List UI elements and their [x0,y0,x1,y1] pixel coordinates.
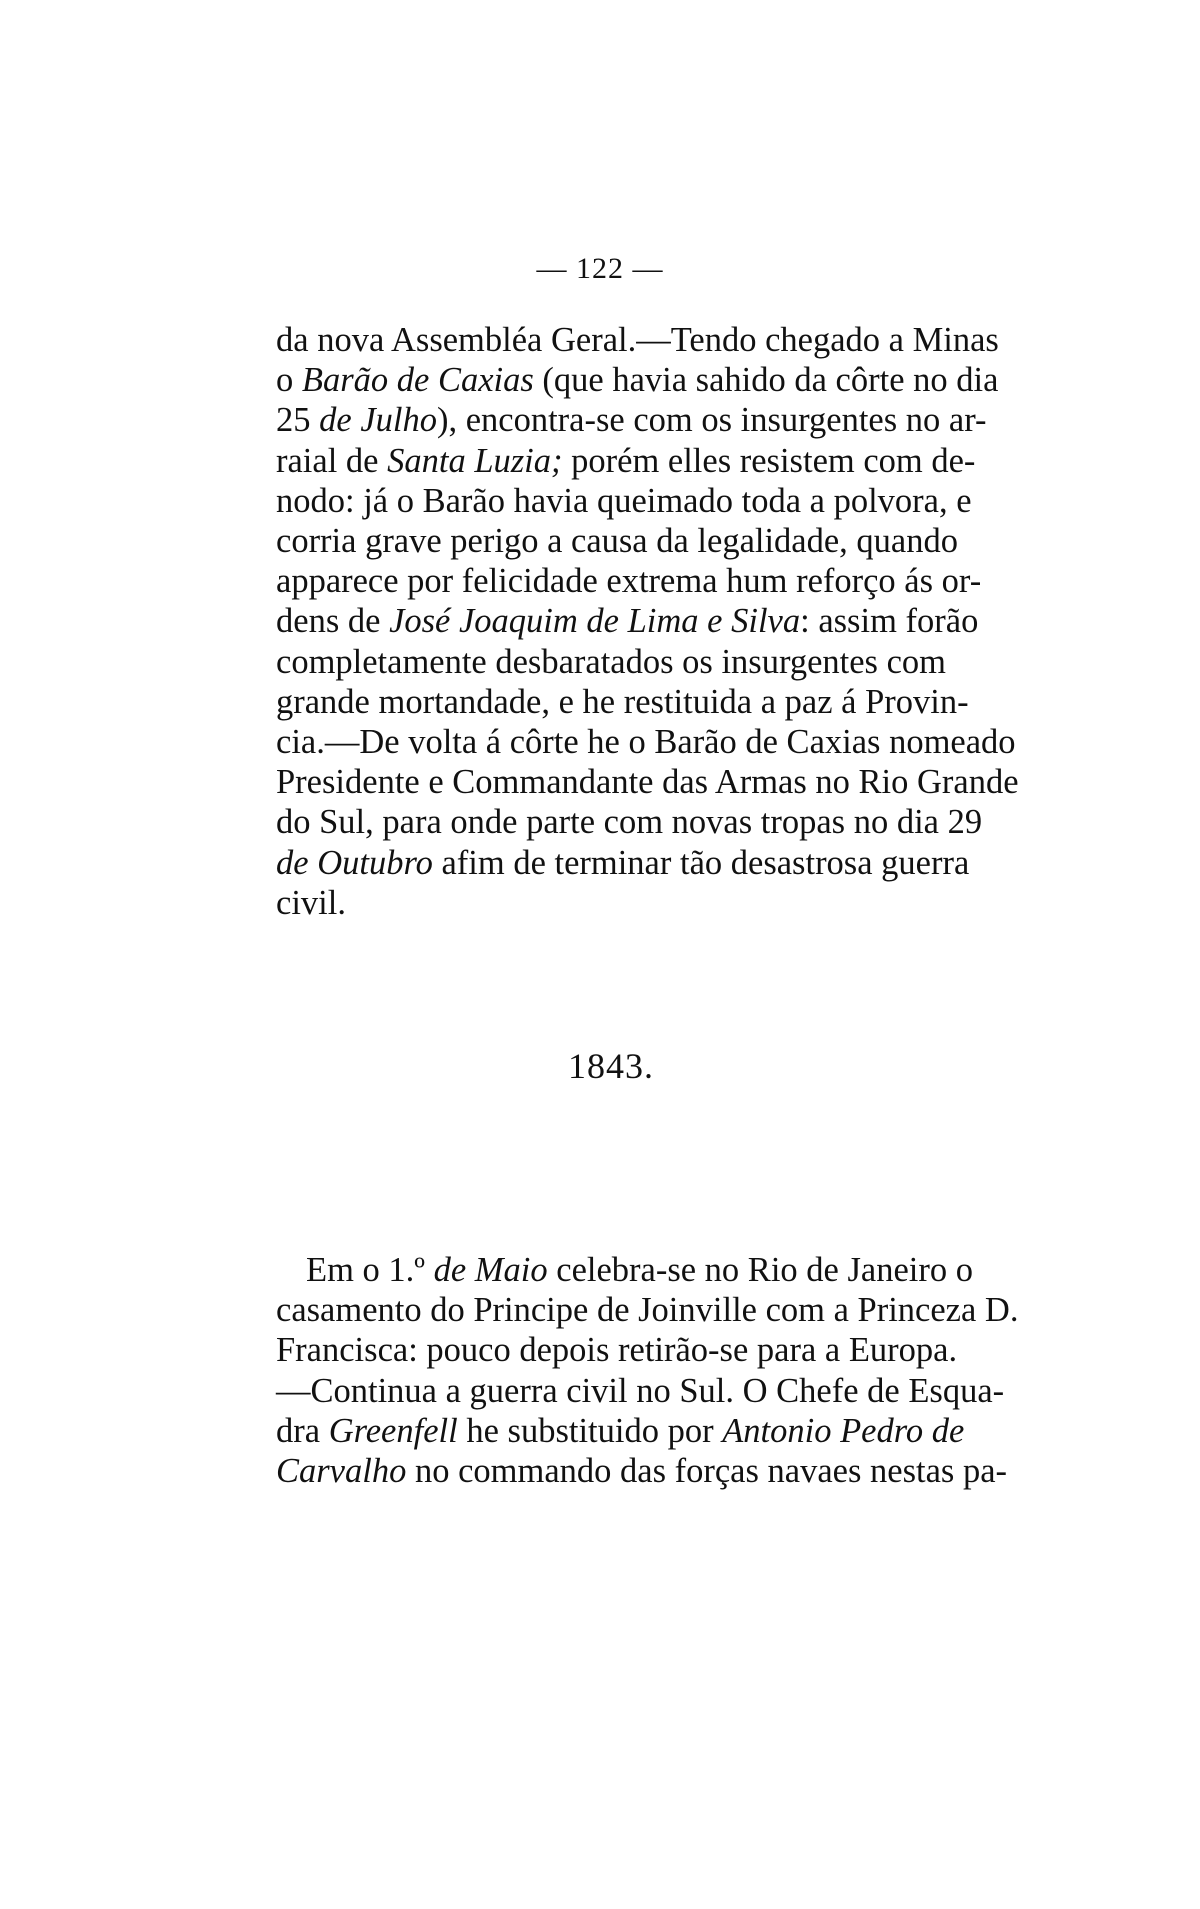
text-line [276,722,1016,762]
italic-text: José Joaquim de Lima e Silva [389,602,801,641]
text-segment: completamente desbaratados os insurgentes com [276,642,947,681]
text-segment: dra [276,1411,329,1450]
text-segment: Presidente e Commandante das Armas no Rio Grande [276,763,1019,802]
text-line [276,1250,973,1290]
paragraph [276,1250,1019,1491]
text-line [276,1371,1005,1411]
text-segment: (que havia sahido da côrte no dia [533,361,999,400]
text-segment: dens de [276,602,390,641]
text-segment: 25 [276,401,320,440]
text-segment: apparece por felicidade extrema hum reforço ás or- [276,562,982,601]
text-segment: no commando das forças navaes nestas pa- [406,1452,1008,1491]
italic-text: Antonio Pedro de [722,1411,965,1450]
text-line [276,320,999,360]
paragraph [276,320,1019,923]
text-segment: corria grave perigo a causa da legalidade, quando [276,522,958,561]
text-line [276,1330,958,1370]
text-segment: Francisca: pouco depois retirão-se para a Europa. [276,1331,958,1370]
text-line [276,441,976,481]
text-segment: : assim forão [800,602,979,641]
text-line [276,682,969,722]
text-segment: Em o 1.º [306,1251,434,1289]
text-segment: cia.—De volta á côrte he o Barão de Caxias nomeado [276,723,1016,762]
text-line [276,400,987,440]
italic-text: de Julho [319,401,437,440]
text-line [276,883,944,923]
italic-text: Barão de Caxias [301,361,534,400]
text-line [276,481,972,521]
italic-text: Greenfell [328,1411,458,1450]
text-line [276,561,982,601]
italic-text: de Outubro [276,843,433,882]
text-line [276,360,999,400]
text-line [276,521,958,561]
text-line [276,762,1019,802]
text-line [276,601,979,641]
text-segment: he substituido por [457,1411,723,1450]
text-segment: —Continua a guerra civil no Sul. O Chefe de Esqua- [276,1371,1005,1410]
text-segment: da nova Assembléa Geral.—Tendo chegado a Minas [276,321,999,359]
italic-text: Carvalho [276,1452,407,1491]
year-heading: 1843. [568,1046,654,1086]
italic-text: de Maio [433,1251,548,1289]
text-line [276,843,970,883]
text-segment: nodo: já o Barão havia queimado toda a polvora, e [276,481,972,520]
text-segment: ), encontra-se com os insurgentes no ar- [436,401,987,440]
text-segment: casamento do Principe de Joinville com a Princeza D. [276,1291,1019,1330]
text-line [276,1451,1008,1491]
text-line [276,1290,1019,1330]
italic-text: Santa Luzia; [387,441,563,480]
text-line [276,642,947,682]
text-segment: do Sul, para onde parte com novas tropas no dia 29 [276,803,983,842]
text-segment: o [276,361,302,400]
text-segment: raial de [276,441,388,480]
text-line [276,1411,965,1451]
text-line [276,802,983,842]
text-segment: afim de terminar tão desastrosa guerra [432,843,970,882]
text-segment: porém elles resistem com de- [562,441,976,480]
text-segment: civil. [276,883,346,922]
text-segment: celebra-se no Rio de Janeiro o [547,1251,973,1289]
page-number: — 122 — [536,252,664,285]
text-segment: grande mortandade, e he restituida a paz á Provin- [276,682,969,721]
